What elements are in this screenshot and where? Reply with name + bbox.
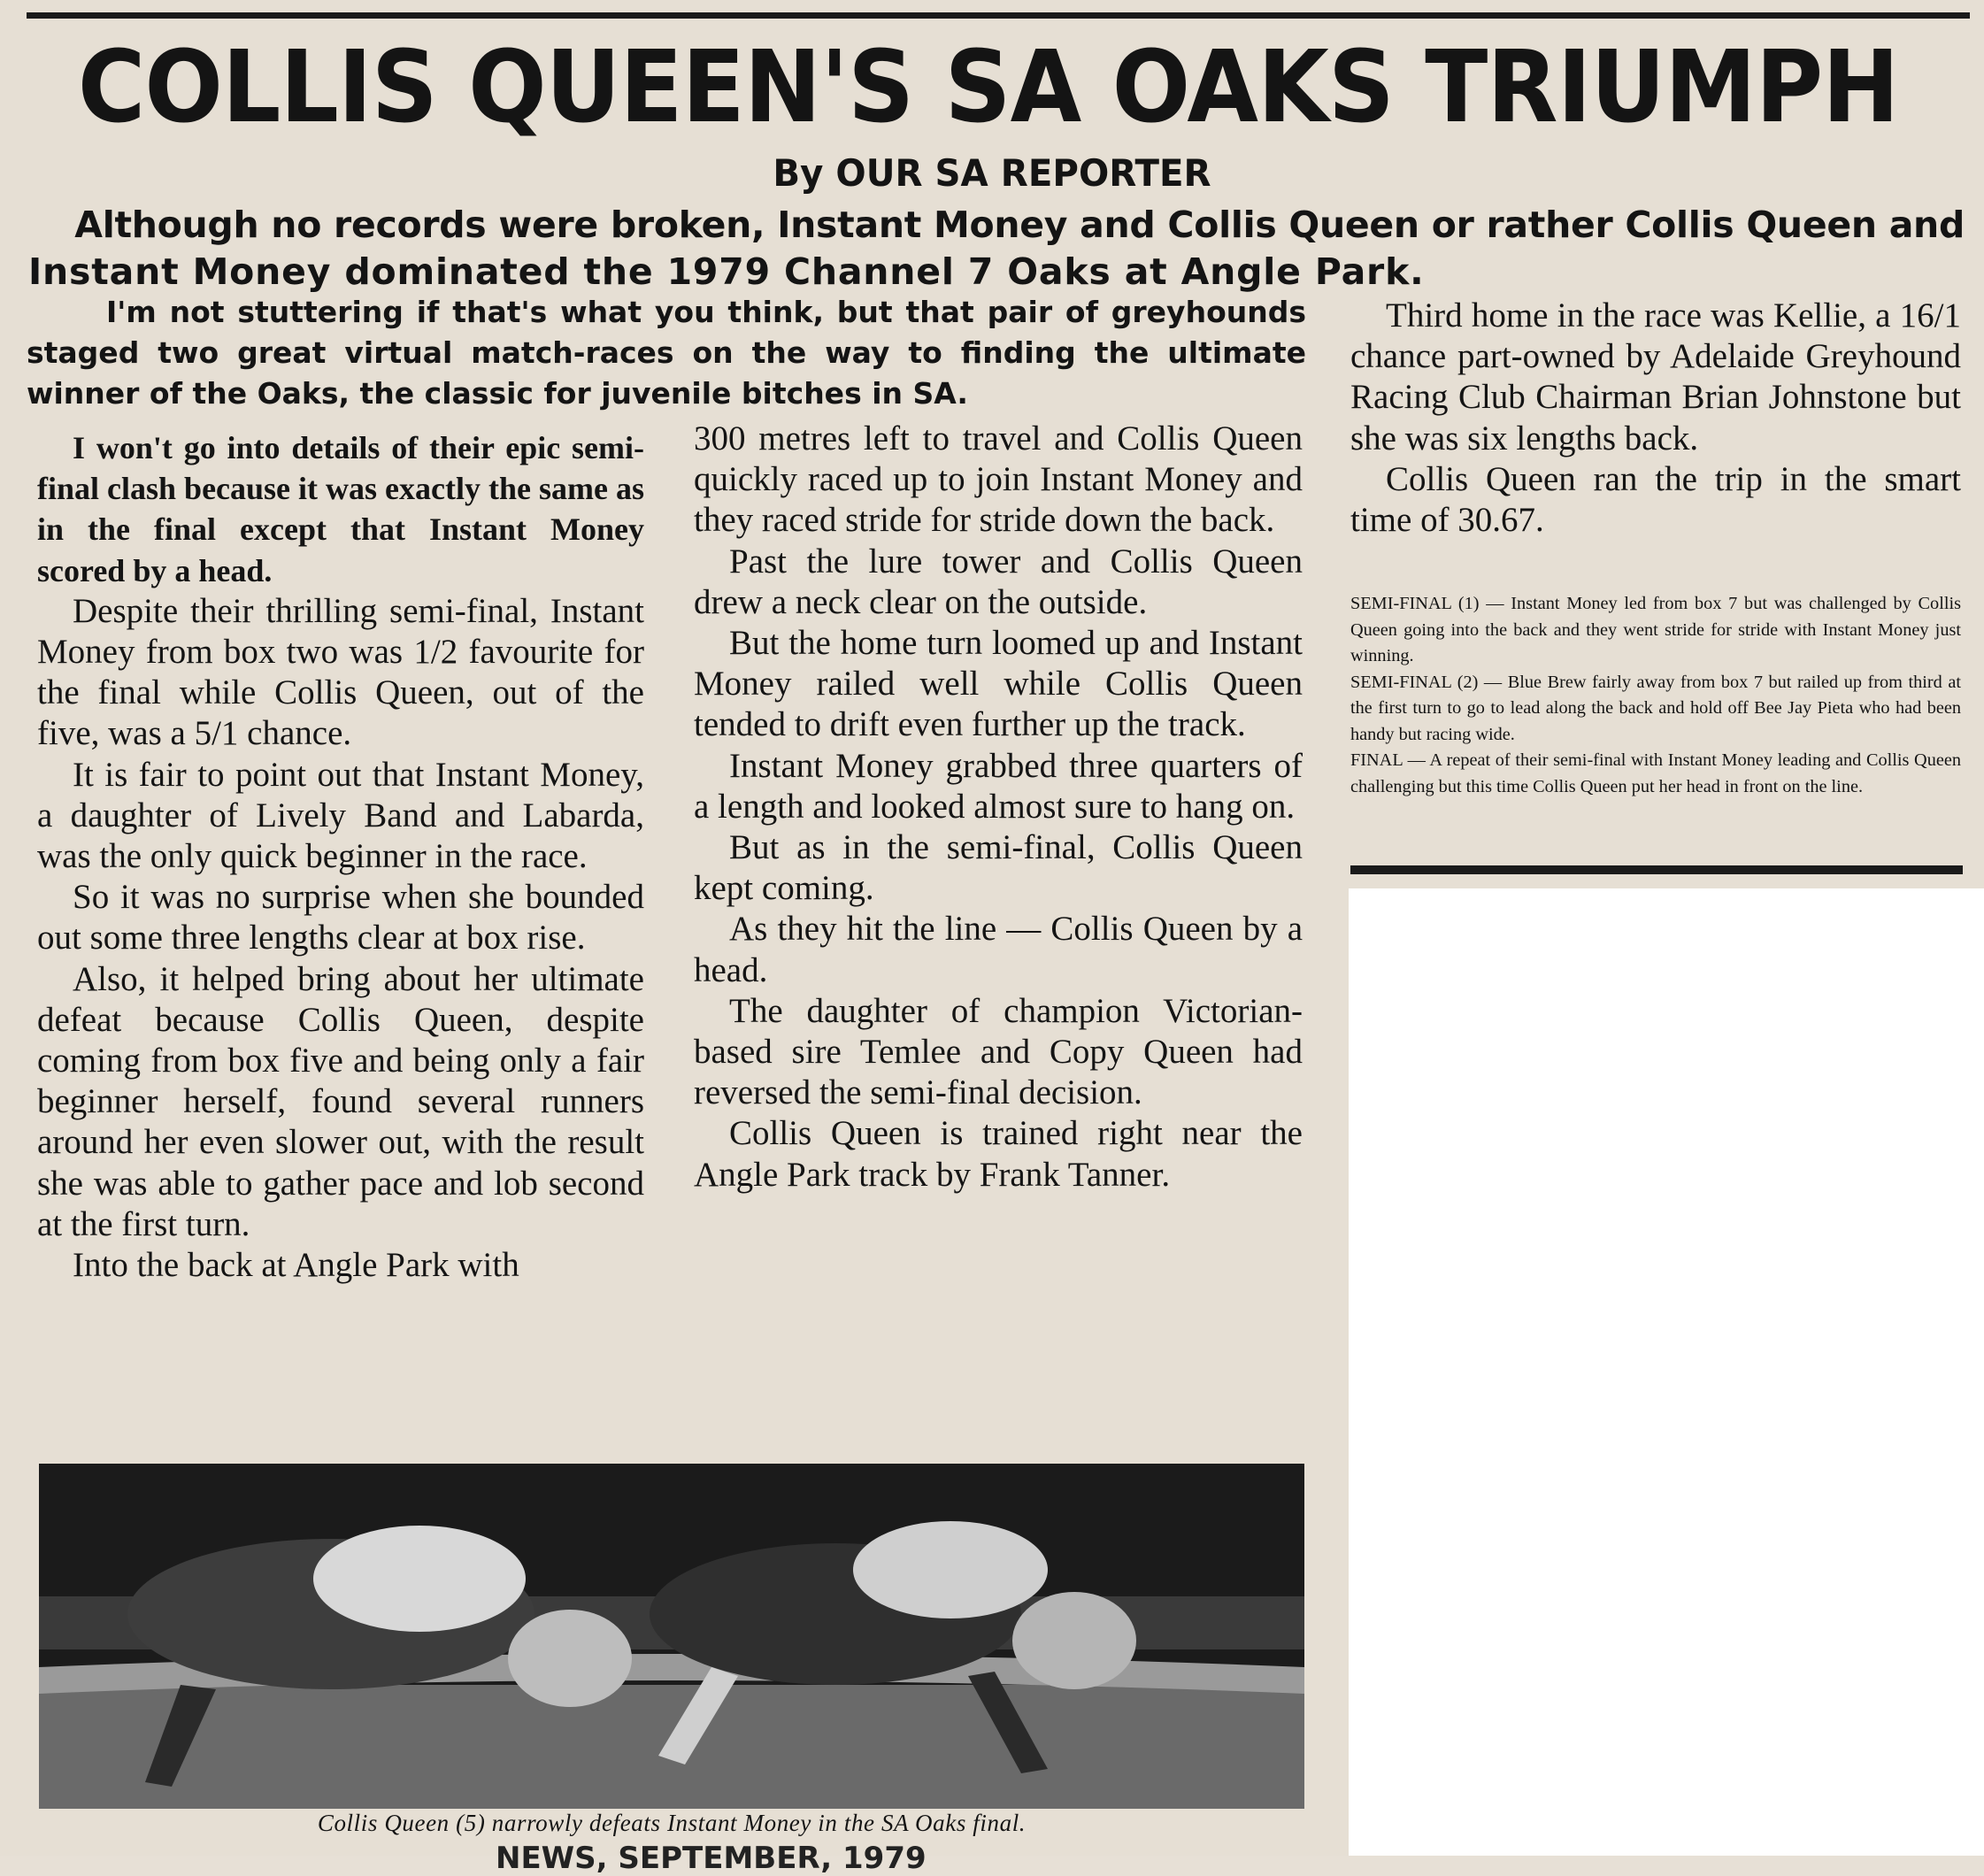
race-note: SEMI-FINAL (2) — Blue Brew fairly away from box 7 but railed up from third at the first turn to go to lead along the back and hold off Bee Jay Pieta who had been handy but racing wide. [1350,672,1961,744]
photo-caption: Collis Queen (5) narrowly defeats Instant Money in the SA Oaks final. [317,1810,1027,1836]
column-3 [1350,296,1961,541]
paragraph: It is fair to point out that Instant Money, a daughter of Lively Band and Labarda, was the only quick beginner in the race. [37,755,644,876]
paragraph: Despite their thrilling semi-final, Instant Money from box two was 1/2 favourite for the final while Collis Queen, out of the five, was a 5/1 chance. [37,591,644,753]
race-note: SEMI-FINAL (1) — Instant Money led from box 7 but was challenged by Collis Queen going into the back and they went stride for stride with Instant Money just winning. [1350,594,1961,665]
top-rule [27,12,1970,19]
column-2 [694,419,1303,1196]
paragraph: Instant Money grabbed three quarters of a length and looked almost sure to hang on. [694,746,1303,826]
paragraph: I won't go into details of their epic semi-final clash because it was exactly the same as in the final except that Instant Money scored by a head. [37,430,644,588]
intro-line-2: Instant Money dominated the 1979 Channel 7 Oaks at Angle Park. [28,250,1425,293]
paragraph: Also, it helped bring about her ultimate defeat because Collis Queen, despite coming from box five and being only a fair beginner herself, found several runners around her even slower out, with the result she was able to gather pace and lob second at the first turn. [37,959,644,1243]
paragraph: But the home turn loomed up and Instant Money railed well while Collis Queen tended to drift even further up the track. [694,624,1303,744]
paragraph: As they hit the line — Collis Queen by a head. [694,910,1303,989]
headline: COLLIS QUEEN'S SA OAKS TRIUMPH [77,30,1899,145]
paragraph: Third home in the race was Kellie, a 16/1 chance part-owned by Adelaide Greyhound Racing Club Chairman Brian Johnstone but she was six lengths back. [1350,296,1961,457]
blank-area [1349,888,1984,1856]
race-notes [1350,591,1961,800]
paragraph: But as in the semi-final, Collis Queen kept coming. [694,828,1303,908]
intro-line-1: Although no records were broken, Instant Money and Collis Queen or rather Collis Queen and [74,204,1965,246]
race-photo [39,1464,1304,1809]
paragraph: So it was no surprise when she bounded out some three lengths clear at box rise. [37,878,644,957]
race-note: FINAL — A repeat of their semi-final with Instant Money leading and Collis Queen challenging but this time Collis Queen put her head in front on the line. [1350,750,1961,796]
paragraph: Collis Queen is trained right near the Angle Park track by Frank Tanner. [694,1114,1303,1194]
paragraph: Into the back at Angle Park with [73,1246,519,1285]
lead-paragraph: I'm not stuttering if that's what you think, but that pair of greyhounds staged two great virtual match-races on the way to finding the ultimate winner of the Oaks, the classic for juvenile bitches in SA. [27,295,1306,411]
greyhound-race-image [39,1464,1304,1809]
column-1 [37,427,644,1286]
intro-paragraph [28,202,1965,296]
page-footer: NEWS, SEPTEMBER, 1979 [496,1841,927,1876]
notes-rule [1350,865,1963,874]
paragraph: Collis Queen ran the trip in the smart time of 30.67. [1350,459,1961,540]
paragraph: Past the lure tower and Collis Queen drew a neck clear on the outside. [694,542,1303,621]
paragraph: 300 metres left to travel and Collis Queen quickly raced up to join Instant Money and they raced stride for stride down the back. [694,419,1303,540]
byline: By OUR SA REPORTER [773,151,1211,195]
paragraph: The daughter of champion Victorian-based sire Temlee and Copy Queen had reversed the semi-final decision. [694,991,1303,1112]
